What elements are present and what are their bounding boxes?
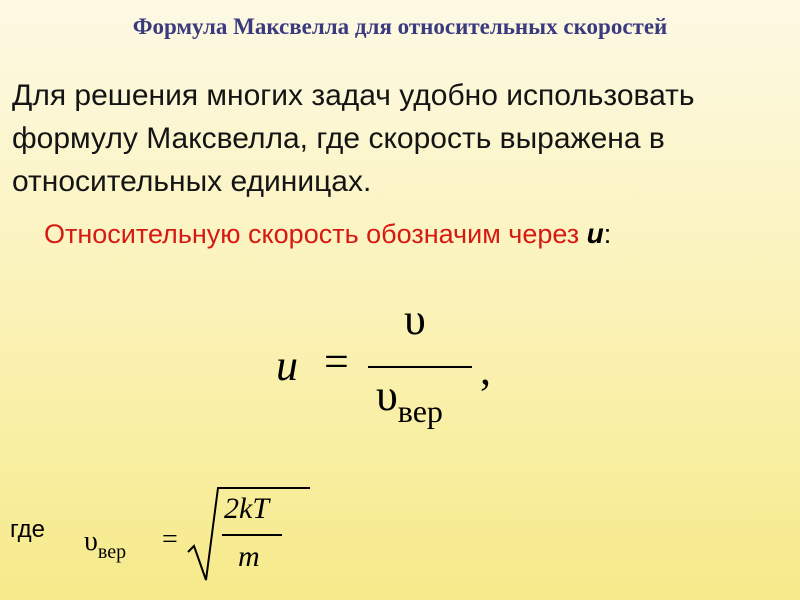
notation-text: Относительную скорость обозначим через bbox=[44, 219, 587, 249]
denominator-subscript: вер bbox=[397, 393, 443, 429]
notation-colon: : bbox=[603, 219, 612, 249]
root-numerator: 2kT bbox=[224, 492, 269, 525]
notation-line bbox=[44, 218, 611, 250]
where-label: где bbox=[10, 516, 46, 543]
speed-equals-sign: = bbox=[162, 524, 178, 555]
slide-title: Формула Максвелла для относительных скоростей bbox=[132, 14, 668, 39]
fraction-bar bbox=[368, 366, 472, 368]
speed-lhs-symbol: υ bbox=[84, 526, 98, 557]
speed-lhs bbox=[84, 526, 127, 563]
most-probable-speed-formula bbox=[84, 486, 314, 590]
intro-paragraph: Для решения многих задач удобно использовать формулу Максвелла, где скорость выражена в относительных единицах. bbox=[12, 79, 695, 198]
notation-variable: u bbox=[586, 218, 604, 249]
root-denominator: m bbox=[238, 540, 260, 573]
root-fraction-bar bbox=[222, 534, 282, 536]
formula-numerator: υ bbox=[404, 295, 426, 344]
formula-lhs-u: u bbox=[276, 341, 298, 390]
relative-speed-formula bbox=[276, 295, 516, 450]
denominator-symbol: υ bbox=[376, 371, 398, 420]
formula-equals-sign: = bbox=[324, 337, 349, 386]
speed-lhs-subscript: вер bbox=[97, 541, 127, 563]
formula-denominator bbox=[376, 370, 443, 429]
formula-comma: , bbox=[480, 345, 491, 394]
